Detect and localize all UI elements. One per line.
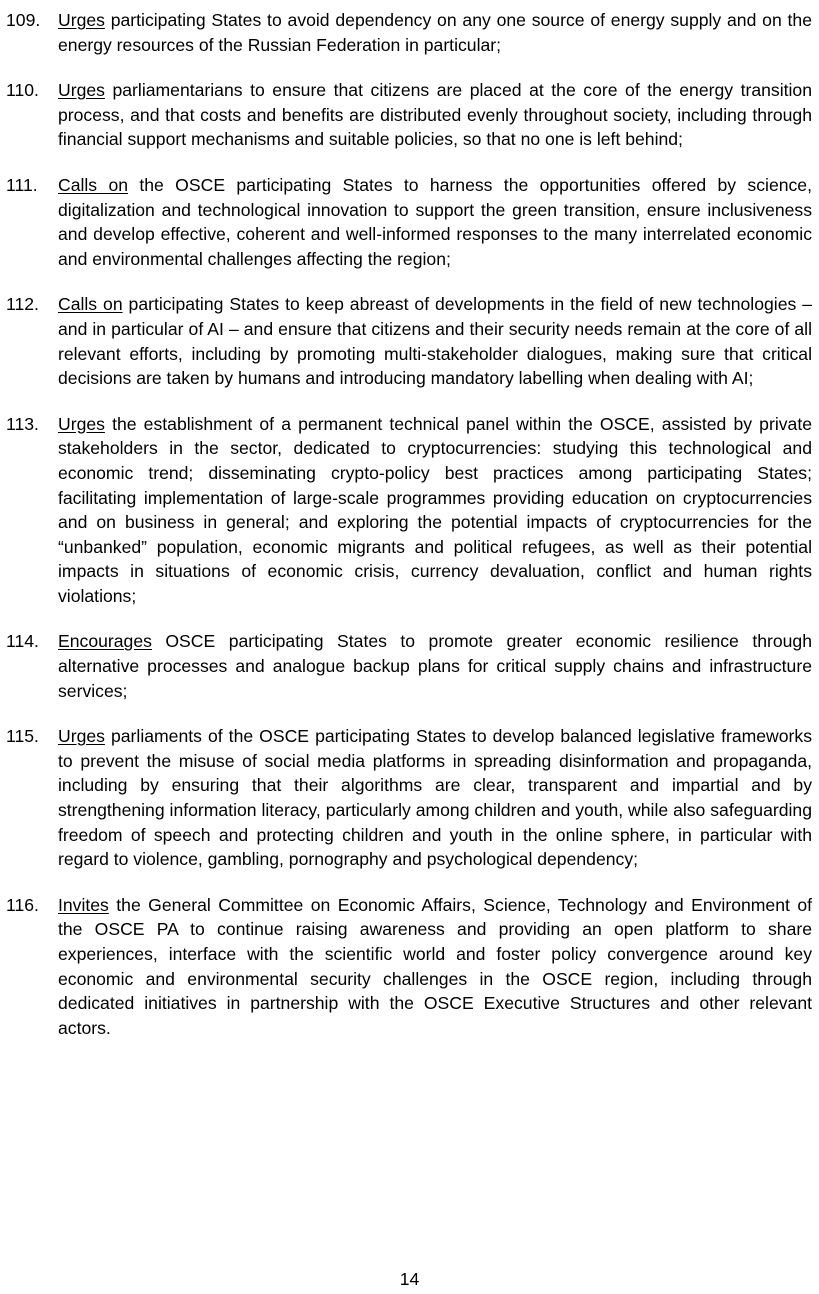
operative-verb: Encourages [58, 631, 152, 652]
clause-text [58, 78, 812, 152]
clause-number: 116. [6, 894, 39, 915]
clause-text [58, 292, 812, 390]
operative-verb: Invites [58, 894, 109, 915]
clause-number: 110. [6, 80, 39, 101]
clause-body: OSCE participating States to promote greater economic resilience through alternative processes and analogue backup plans for critical supply chains and infrastructure services; [58, 631, 812, 701]
clause-number: 114. [6, 631, 39, 652]
clause-body: the OSCE participating States to harness the opportunities offered by science, digitalization and technological innovation to support the green transition, ensure inclusiveness and develop effective, coherent and well-informed responses to the many interrelated economic and environmental challenges affecting the region; [58, 174, 812, 269]
clause-111 [6, 173, 812, 271]
clause-text [58, 412, 812, 609]
clause-113 [6, 412, 812, 609]
clause-text [58, 724, 812, 872]
clause-116 [6, 893, 812, 1041]
clause-body: participating States to keep abreast of developments in the field of new technologies – and in particular of AI – and ensure that citizens and their security needs remain at the core of all relevant efforts, including by promoting multi-stakeholder dialogues, making sure that critical decisions are taken by humans and introducing mandatory labelling when dealing with AI; [58, 294, 812, 389]
clause-text [58, 173, 812, 271]
resolution-clauses [6, 8, 812, 1061]
page-number: 14 [399, 1269, 420, 1289]
clause-number: 112. [6, 294, 39, 315]
clause-body: parliamentarians to ensure that citizens are placed at the core of the energy transition process, and that costs and benefits are distributed evenly throughout society, including through financial support mechanisms and suitable policies, so that no one is left behind; [58, 80, 812, 150]
operative-verb: Calls on [58, 174, 129, 195]
operative-verb: Urges [58, 80, 105, 101]
clause-text [58, 629, 812, 703]
clause-110 [6, 78, 812, 152]
clause-body: the General Committee on Economic Affairs, Science, Technology and Environment of the OSCE PA to continue raising awareness and providing an open platform to share experiences, interface with the scientific world and foster policy convergence around key economic and environmental security challenges in the OSCE region, including through dedicated initiatives in partnership with the OSCE Executive Structures and other relevant actors. [58, 894, 812, 1038]
clause-text [58, 8, 812, 57]
operative-verb: Urges [58, 413, 105, 434]
clause-112 [6, 292, 812, 390]
clause-body: parliaments of the OSCE participating States to develop balanced legislative frameworks to prevent the misuse of social media platforms in spreading disinformation and propaganda, including by ensuring that their algorithms are clear, transparent and impartial and by strengthening information literacy, particularly among children and youth, while also safeguarding freedom of speech and protecting children and youth in the online sphere, in particular with regard to violence, gambling, pornography and psychological dependency; [58, 726, 812, 870]
clause-body: the establishment of a permanent technical panel within the OSCE, assisted by private stakeholders in the sector, dedicated to cryptocurrencies: studying this technological and economic trend; disseminating crypto-policy best practices among participating States; facilitating implementation of large-scale programmes providing education on cryptocurrencies and on business in general; and exploring the potential impacts of cryptocurrencies for the “unbanked” population, economic migrants and political refugees, as well as their potential impacts in situations of economic crisis, currency devaluation, conflict and human rights violations; [58, 413, 812, 606]
clause-text [58, 893, 812, 1041]
clause-109 [6, 8, 812, 57]
operative-verb: Calls on [58, 294, 123, 315]
clause-body: participating States to avoid dependency on any one source of energy supply and on the energy resources of the Russian Federation in particular; [58, 10, 812, 55]
clause-number: 111. [6, 174, 38, 195]
clause-number: 113. [6, 413, 39, 434]
clause-number: 109. [6, 10, 41, 30]
clause-115 [6, 724, 812, 872]
operative-verb: Urges [58, 726, 105, 747]
operative-verb: Urges [58, 10, 105, 30]
clause-number: 115. [6, 726, 39, 747]
clause-114 [6, 629, 812, 703]
